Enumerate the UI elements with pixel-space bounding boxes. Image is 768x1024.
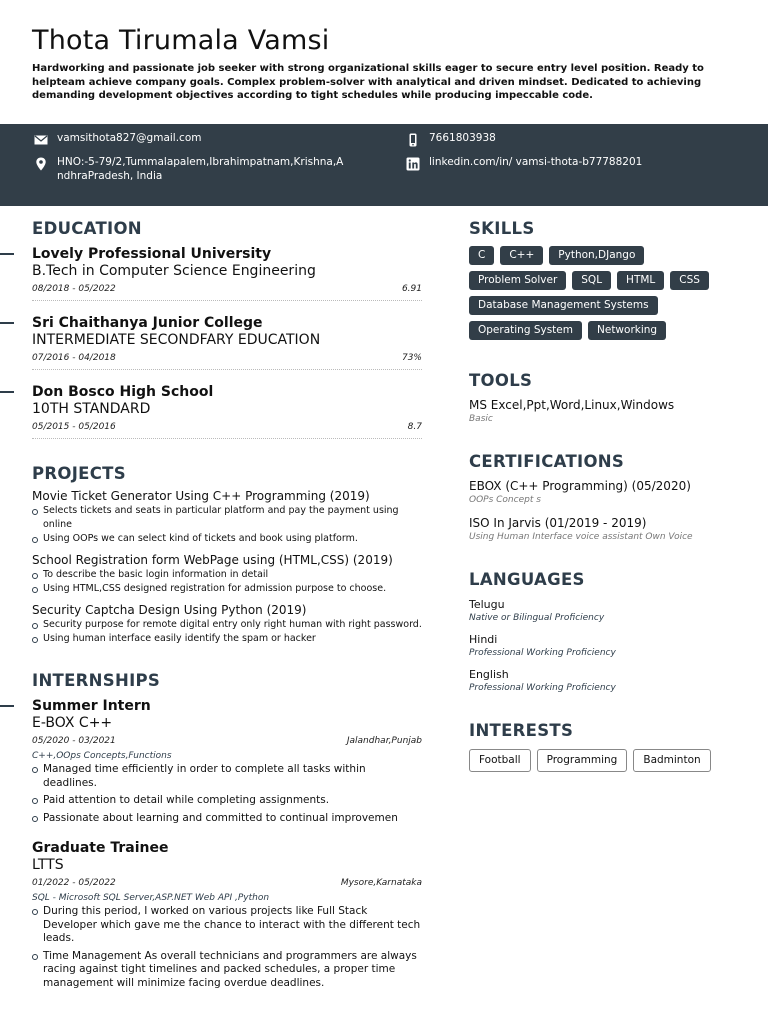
- timeline-marker: [0, 705, 14, 707]
- language-level: Native or Bilingual Proficiency: [469, 613, 605, 623]
- left-column: [32, 218, 422, 990]
- internship-role: Graduate Trainee: [32, 840, 169, 856]
- phone-icon: [406, 133, 420, 147]
- interest-tag: Programming: [537, 749, 628, 772]
- project-entry: [32, 553, 422, 596]
- tool-level: Basic: [469, 414, 493, 424]
- project-title: School Registration form WebPage using (HTML,CSS) (2019): [32, 553, 393, 567]
- bullet-item: During this period, I worked on various projects like Full Stack Developer which gave me the chance to interact with the different tech leads.: [32, 905, 422, 946]
- language-level: Professional Working Proficiency: [469, 648, 616, 658]
- education-score: 73%: [401, 353, 422, 363]
- project-bullets: [32, 568, 422, 596]
- contact-bar: [0, 124, 768, 206]
- school-name: Sri Chaithanya Junior College: [32, 315, 263, 331]
- skills-heading: SKILLS: [469, 219, 535, 238]
- divider: [32, 300, 422, 301]
- skill-tag: Problem Solver: [469, 271, 566, 290]
- bullet-item: Managed time efficiently in order to complete all tasks within deadlines.: [32, 763, 422, 790]
- degree-name: B.Tech in Computer Science Engineering: [32, 263, 316, 279]
- skill-tag: C++: [500, 246, 543, 265]
- project-entry: [32, 489, 422, 546]
- interest-tag: Football: [469, 749, 531, 772]
- language-entry: [469, 667, 749, 694]
- skill-tag: HTML: [617, 271, 664, 290]
- certification-entry: [469, 478, 749, 506]
- tool-entry: [469, 397, 749, 425]
- interest-tag: Badminton: [633, 749, 710, 772]
- language-name: English: [469, 668, 509, 681]
- timeline-marker: [0, 391, 14, 393]
- right-column: [469, 218, 749, 772]
- bullet-item: Using HTML,CSS designed registration for admission purpose to choose.: [32, 582, 422, 596]
- contact-linkedin[interactable]: [406, 156, 642, 171]
- internship-meta: [32, 876, 422, 890]
- tool-name: MS Excel,Ppt,Word,Linux,Windows: [469, 398, 675, 412]
- languages-heading: LANGUAGES: [469, 570, 585, 589]
- resume-header: [32, 24, 742, 103]
- internships-heading: INTERNSHIPS: [32, 671, 161, 690]
- education-score: 6.91: [401, 284, 422, 294]
- education-dates: 07/2016 - 04/2018: [32, 353, 116, 363]
- language-level: Professional Working Proficiency: [469, 683, 616, 693]
- internship-bullets: [32, 905, 422, 990]
- internship-tech: C++,OOps Concepts,Functions: [32, 751, 172, 761]
- education-heading: EDUCATION: [32, 219, 142, 238]
- bullet-item: Selects tickets and seats in particular platform and pay the payment using online: [32, 504, 422, 532]
- phone-text: 7661803938: [429, 132, 496, 144]
- project-entry: [32, 603, 422, 646]
- education-dates: 08/2018 - 05/2022: [32, 284, 116, 294]
- skill-tag: CSS: [670, 271, 709, 290]
- interests-heading: INTERESTS: [469, 721, 574, 740]
- timeline-marker: [0, 322, 14, 324]
- address-text: HNO:-5-79/2,Tummalapalem,Ibrahimpatnam,Krishna,AndhraPradesh, India: [57, 156, 344, 182]
- timeline-marker: [0, 253, 14, 255]
- education-entry: [32, 245, 422, 301]
- certification-entry: [469, 515, 749, 543]
- project-title: Movie Ticket Generator Using C++ Programming (2019): [32, 489, 370, 503]
- certification-name: EBOX (C++ Programming) (05/2020): [469, 479, 691, 493]
- language-name: Hindi: [469, 633, 498, 646]
- bullet-item: To describe the basic login information in detail: [32, 568, 422, 582]
- internship-entry: [32, 697, 422, 825]
- skill-tag: Networking: [588, 321, 666, 340]
- project-bullets: [32, 618, 422, 646]
- skill-tag: C: [469, 246, 494, 265]
- contact-address: [34, 156, 344, 183]
- skill-tag: SQL: [572, 271, 611, 290]
- skill-tag: Database Management Systems: [469, 296, 658, 315]
- education-entry: [32, 314, 422, 370]
- bullet-item: Passionate about learning and committed to continual improvemen: [32, 812, 422, 826]
- internship-company: E-BOX C++: [32, 715, 113, 731]
- location-icon: [34, 157, 48, 171]
- school-name: Don Bosco High School: [32, 384, 214, 400]
- education-meta: [32, 282, 422, 296]
- degree-name: INTERMEDIATE SECONDFARY EDUCATION: [32, 332, 321, 348]
- summary-text: Hardworking and passionate job seeker with strong organizational skills eager to secure entry level position. Ready to helpteam achieve company goals. Complex problem-solver with analytical and driven mindset. Dedicated to achieving demanding development objectives according to tight schedules while producing impeccable code.: [32, 63, 704, 101]
- bullet-item: Using human interface easily identify the spam or hacker: [32, 632, 422, 646]
- education-score: 8.7: [407, 422, 422, 432]
- skills-tags: [469, 246, 744, 340]
- language-entry: [469, 632, 749, 659]
- certification-name: ISO In Jarvis (01/2019 - 2019): [469, 516, 647, 530]
- candidate-name: Thota Tirumala Vamsi: [32, 25, 330, 56]
- language-name: Telugu: [469, 598, 505, 611]
- internship-dates: 05/2020 - 03/2021: [32, 736, 116, 746]
- divider: [32, 369, 422, 370]
- school-name: Lovely Professional University: [32, 246, 272, 262]
- contact-email[interactable]: [34, 132, 201, 147]
- certification-desc: OOPs Concept s: [469, 495, 541, 505]
- bullet-item: Paid attention to detail while completing assignments.: [32, 794, 422, 808]
- certification-desc: Using Human Interface voice assistant Own Voice: [469, 532, 693, 542]
- bullet-item: Using OOPs we can select kind of tickets and book using platform.: [32, 532, 422, 546]
- internship-bullets: [32, 763, 422, 825]
- divider: [32, 438, 422, 439]
- internship-location: Mysore,Karnataka: [340, 878, 422, 888]
- language-entry: [469, 597, 749, 624]
- education-meta: [32, 351, 422, 365]
- project-bullets: [32, 504, 422, 546]
- skill-tag: Operating System: [469, 321, 582, 340]
- internship-entry: [32, 839, 422, 990]
- linkedin-text: linkedin.com/in/ vamsi-thota-b77788201: [429, 156, 643, 168]
- linkedin-icon: [406, 157, 420, 171]
- contact-phone[interactable]: [406, 132, 496, 147]
- interest-tags: [469, 749, 749, 772]
- bullet-item: Security purpose for remote digital entry only right human with right password.: [32, 618, 422, 632]
- internship-tech: SQL - Microsoft SQL Server,ASP.NET Web API ,Python: [32, 893, 270, 903]
- projects-heading: PROJECTS: [32, 464, 126, 483]
- bullet-item: Time Management As overall technicians and programmers are always racing against tight timelines and packed schedules, a proper time management will minimize facing overdue deadlines.: [32, 950, 422, 991]
- internship-meta: [32, 734, 422, 748]
- education-meta: [32, 420, 422, 434]
- education-dates: 05/2015 - 05/2016: [32, 422, 116, 432]
- internship-dates: 01/2022 - 05/2022: [32, 878, 116, 888]
- project-title: Security Captcha Design Using Python (2019): [32, 603, 307, 617]
- education-entry: [32, 383, 422, 439]
- internship-location: Jalandhar,Punjab: [346, 736, 422, 746]
- email-icon: [34, 133, 48, 147]
- internship-company: LTTS: [32, 857, 64, 873]
- skill-tag: Python,DJango: [549, 246, 644, 265]
- internship-role: Summer Intern: [32, 698, 151, 714]
- tools-heading: TOOLS: [469, 371, 533, 390]
- degree-name: 10TH STANDARD: [32, 401, 151, 417]
- certifications-heading: CERTIFICATIONS: [469, 452, 625, 471]
- email-text: vamsithota827@gmail.com: [57, 132, 202, 144]
